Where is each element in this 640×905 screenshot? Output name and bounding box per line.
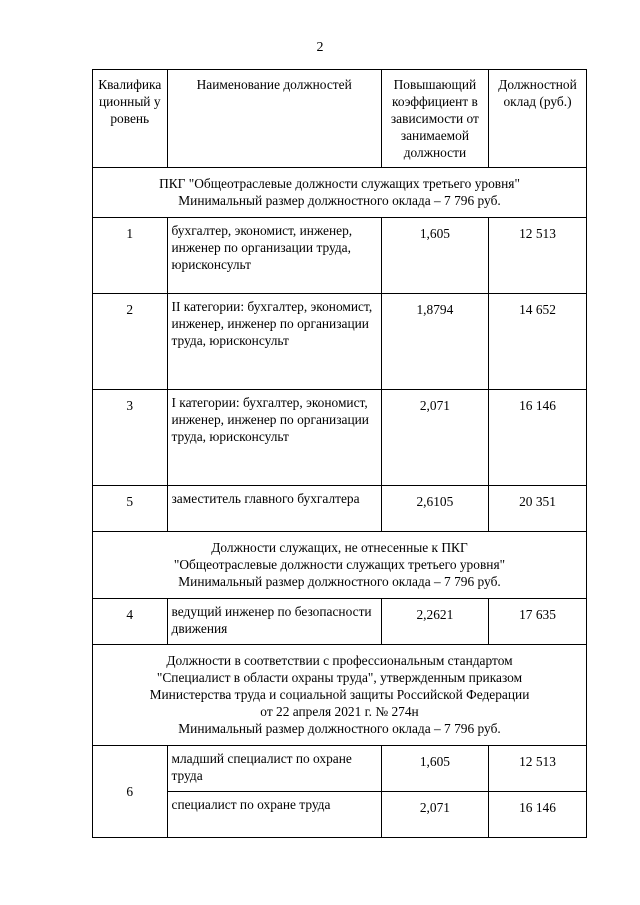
cell-level: 3 bbox=[93, 390, 168, 486]
section-title: ПКГ "Общеотраслевые должности служащих третьего уровня" bbox=[159, 176, 520, 191]
cell-position: заместитель главного бухгалтера bbox=[167, 486, 381, 532]
section-title: Должности служащих, не отнесенные к ПКГ bbox=[211, 540, 468, 555]
cell-coefficient: 2,071 bbox=[381, 792, 488, 838]
section-subtitle: "Общеотраслевые должности служащих третьего уровня" bbox=[173, 557, 506, 572]
cell-salary: 16 146 bbox=[488, 390, 586, 486]
cell-level: 6 bbox=[93, 746, 168, 838]
header-salary: Должностной оклад (руб.) bbox=[488, 70, 586, 168]
page-number: 2 bbox=[316, 40, 324, 55]
cell-position: II категории: бухгалтер, экономист, инженер, инженер по организации труда, юрисконсульт bbox=[167, 294, 381, 390]
header-position: Наименование должностей bbox=[167, 70, 381, 168]
section-header bbox=[93, 168, 587, 218]
table-row bbox=[93, 792, 587, 838]
cell-position: специалист по охране труда bbox=[167, 792, 381, 838]
cell-position: младший специалист по охране труда bbox=[167, 746, 381, 792]
section-subtitle: "Специалист в области охраны труда", утвержденным приказом bbox=[156, 670, 523, 685]
header-level: Квалификационный уровень bbox=[93, 70, 168, 168]
cell-level: 5 bbox=[93, 486, 168, 532]
section-min-salary: Минимальный размер должностного оклада – 7 796 руб. bbox=[178, 193, 501, 208]
cell-coefficient: 2,071 bbox=[381, 390, 488, 486]
section-min-salary: Минимальный размер должностного оклада – 7 796 руб. bbox=[178, 574, 501, 589]
cell-position: бухгалтер, экономист, инженер, инженер по организации труда, юрисконсульт bbox=[167, 218, 381, 294]
cell-salary: 20 351 bbox=[488, 486, 586, 532]
cell-level: 1 bbox=[93, 218, 168, 294]
section-order-date: от 22 апреля 2021 г. № 274н bbox=[260, 704, 419, 719]
cell-position: I категории: бухгалтер, экономист, инженер, инженер по организации труда, юрисконсульт bbox=[167, 390, 381, 486]
cell-coefficient: 2,2621 bbox=[381, 599, 488, 645]
cell-level: 2 bbox=[93, 294, 168, 390]
cell-coefficient: 2,6105 bbox=[381, 486, 488, 532]
section-header bbox=[93, 645, 587, 746]
cell-position: ведущий инженер по безопасности движения bbox=[167, 599, 381, 645]
cell-level: 4 bbox=[93, 599, 168, 645]
cell-coefficient: 1,605 bbox=[381, 746, 488, 792]
cell-salary: 16 146 bbox=[488, 792, 586, 838]
cell-salary: 14 652 bbox=[488, 294, 586, 390]
cell-salary: 12 513 bbox=[488, 218, 586, 294]
section-subtitle: Министерства труда и социальной защиты Российской Федерации bbox=[149, 687, 530, 702]
table-row bbox=[93, 486, 587, 532]
table-row bbox=[93, 294, 587, 390]
salary-table bbox=[92, 69, 587, 838]
table-row bbox=[93, 218, 587, 294]
table-header-row bbox=[93, 70, 587, 168]
section-header bbox=[93, 532, 587, 599]
table-row bbox=[93, 599, 587, 645]
table-row bbox=[93, 746, 587, 792]
cell-salary: 17 635 bbox=[488, 599, 586, 645]
section-min-salary: Минимальный размер должностного оклада – 7 796 руб. bbox=[178, 721, 501, 736]
table-row bbox=[93, 390, 587, 486]
cell-coefficient: 1,8794 bbox=[381, 294, 488, 390]
cell-coefficient: 1,605 bbox=[381, 218, 488, 294]
cell-salary: 12 513 bbox=[488, 746, 586, 792]
header-coefficient: Повышающий коэффициент в зависимости от занимаемой должности bbox=[381, 70, 488, 168]
section-title: Должности в соответствии с профессиональным стандартом bbox=[166, 653, 513, 668]
